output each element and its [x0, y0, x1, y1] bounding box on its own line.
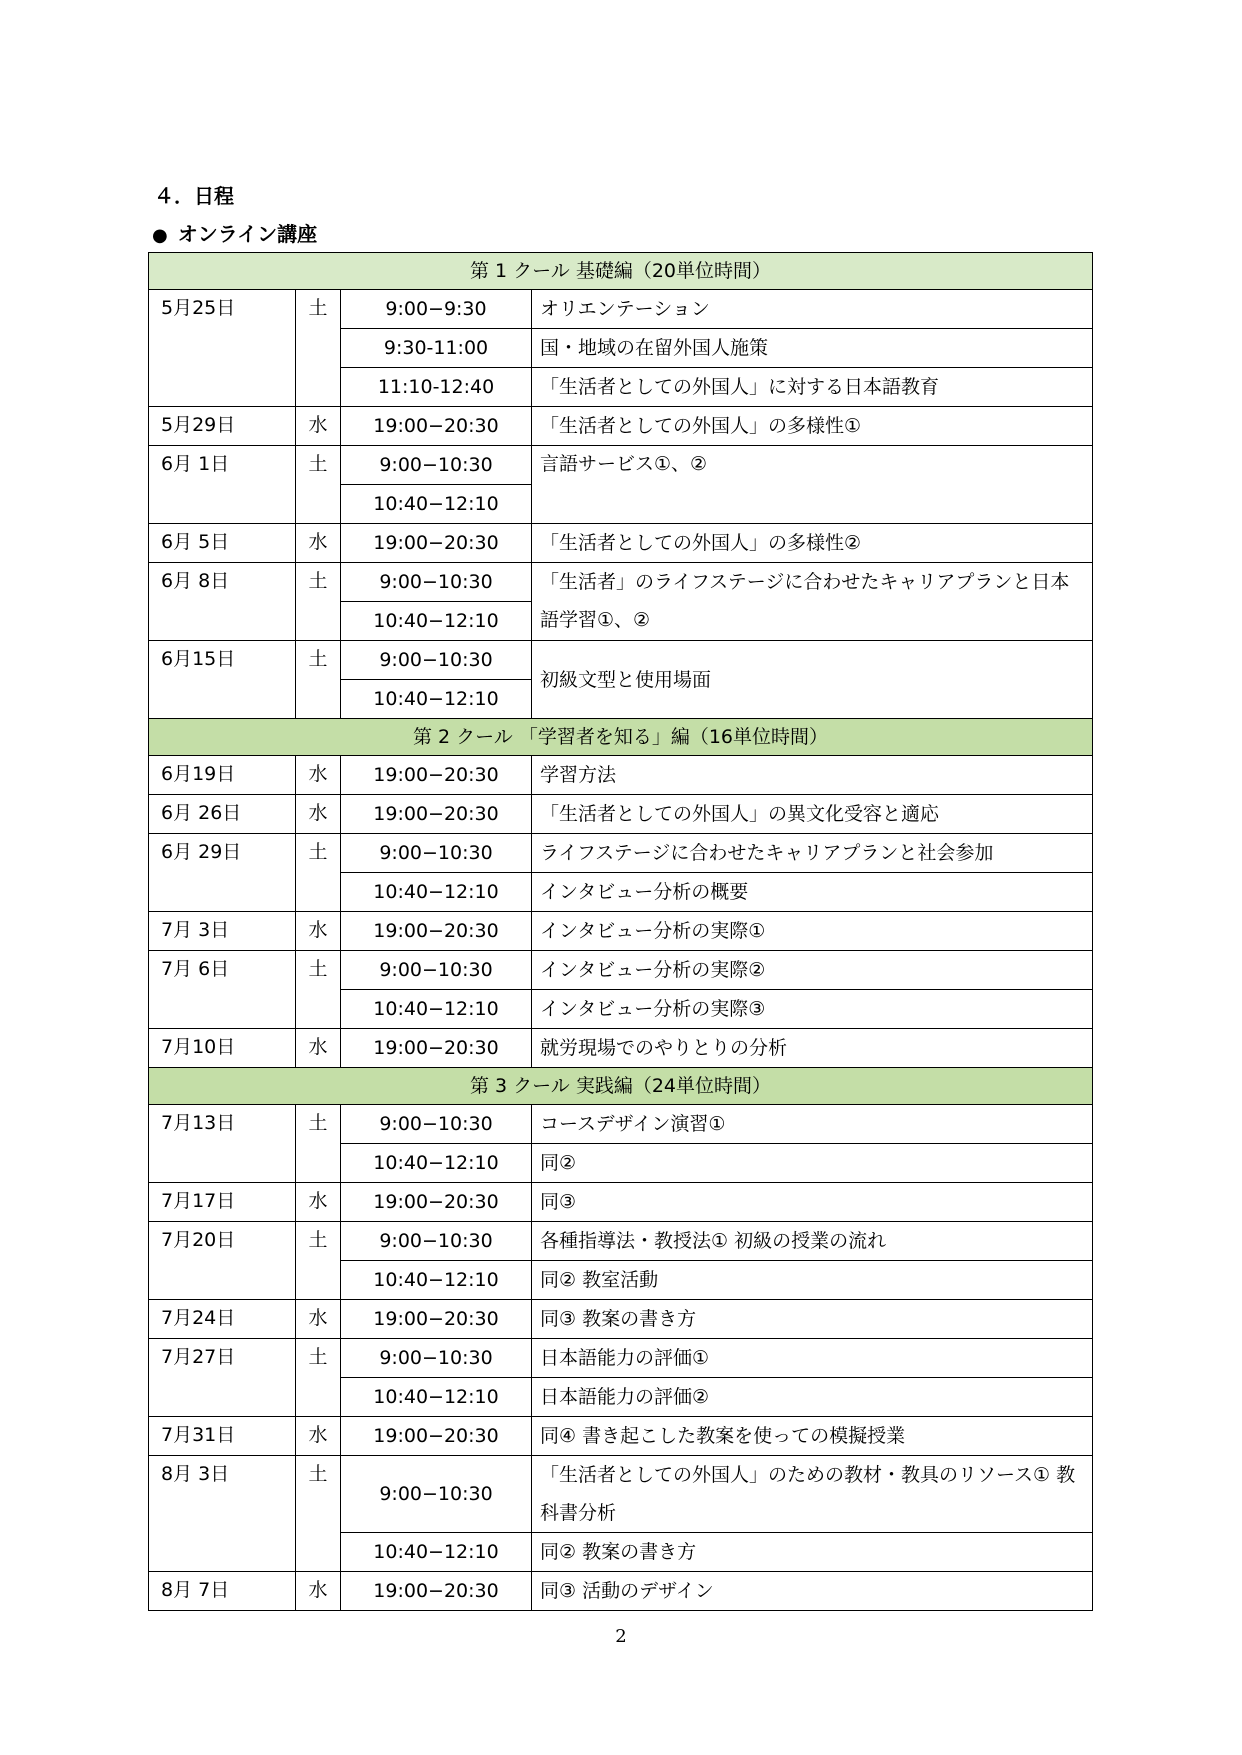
- table-row: [149, 951, 1093, 990]
- time-cell: 10:40−12:10: [341, 1378, 532, 1417]
- topic-cell: 初級文型と使用場面: [532, 641, 1093, 719]
- date-cell: 5月25日: [149, 290, 296, 407]
- table-row: [149, 1417, 1093, 1456]
- time-cell: 19:00−20:30: [341, 407, 532, 446]
- bullet-icon: ●: [152, 225, 168, 246]
- section-heading: ４．日程: [154, 184, 234, 208]
- time-cell: 9:00−10:30: [341, 951, 532, 990]
- table-row: [149, 641, 1093, 680]
- section-title: 第 3 クール 実践編（24単位時間）: [149, 1068, 1093, 1105]
- page-number: 2: [615, 1626, 627, 1647]
- day-cell: 土: [296, 1222, 341, 1300]
- table-row: [149, 524, 1093, 563]
- date-cell: 8月 7日: [149, 1572, 296, 1611]
- topic-cell: 「生活者としての外国人」の多様性①: [532, 407, 1093, 446]
- day-cell: 土: [296, 641, 341, 719]
- day-cell: 土: [296, 446, 341, 524]
- table-row: [149, 1183, 1093, 1222]
- day-cell: 土: [296, 1339, 341, 1417]
- table-row: [149, 563, 1093, 602]
- topic-cell: 各種指導法・教授法① 初級の授業の流れ: [532, 1222, 1093, 1261]
- time-cell: 9:00−10:30: [341, 563, 532, 602]
- topic-cell: 同③: [532, 1183, 1093, 1222]
- date-cell: 6月 29日: [149, 834, 296, 912]
- table-row: [149, 290, 1093, 329]
- day-cell: 水: [296, 1572, 341, 1611]
- topic-cell: 同② 教室活動: [532, 1261, 1093, 1300]
- date-cell: 7月31日: [149, 1417, 296, 1456]
- time-cell: 9:00−10:30: [341, 641, 532, 680]
- day-cell: 水: [296, 795, 341, 834]
- subheading: [152, 218, 317, 247]
- time-cell: 9:00−10:30: [341, 834, 532, 873]
- day-cell: 水: [296, 912, 341, 951]
- table-row: [149, 1572, 1093, 1611]
- topic-cell: インタビュー分析の概要: [532, 873, 1093, 912]
- day-cell: 土: [296, 290, 341, 407]
- time-cell: 9:30-11:00: [341, 329, 532, 368]
- topic-cell: 「生活者としての外国人」の異文化受容と適応: [532, 795, 1093, 834]
- date-cell: 7月 3日: [149, 912, 296, 951]
- day-cell: 水: [296, 1183, 341, 1222]
- time-cell: 19:00−20:30: [341, 912, 532, 951]
- date-cell: 6月 8日: [149, 563, 296, 641]
- day-cell: 土: [296, 1456, 341, 1572]
- section-title: 第 1 クール 基礎編（20単位時間）: [149, 253, 1093, 290]
- table-row: [149, 446, 1093, 485]
- table-row: [149, 1456, 1093, 1533]
- time-cell: 19:00−20:30: [341, 795, 532, 834]
- time-cell: 9:00−10:30: [341, 1339, 532, 1378]
- topic-cell: 就労現場でのやりとりの分析: [532, 1029, 1093, 1068]
- schedule-table: [148, 252, 1093, 1611]
- day-cell: 水: [296, 524, 341, 563]
- time-cell: 10:40−12:10: [341, 1261, 532, 1300]
- time-cell: 19:00−20:30: [341, 1183, 532, 1222]
- time-cell: 10:40−12:10: [341, 680, 532, 719]
- time-cell: 10:40−12:10: [341, 873, 532, 912]
- table-row: [149, 1029, 1093, 1068]
- date-cell: 8月 3日: [149, 1456, 296, 1572]
- time-cell: 19:00−20:30: [341, 1300, 532, 1339]
- date-cell: 7月17日: [149, 1183, 296, 1222]
- day-cell: 水: [296, 1417, 341, 1456]
- topic-cell: インタビュー分析の実際②: [532, 951, 1093, 990]
- topic-cell: 「生活者としての外国人」に対する日本語教育: [532, 368, 1093, 407]
- time-cell: 10:40−12:10: [341, 1533, 532, 1572]
- time-cell: 19:00−20:30: [341, 1029, 532, 1068]
- time-cell: 10:40−12:10: [341, 602, 532, 641]
- table-row: [149, 1339, 1093, 1378]
- topic-cell: 日本語能力の評価②: [532, 1378, 1093, 1417]
- time-cell: 19:00−20:30: [341, 1417, 532, 1456]
- date-cell: 6月19日: [149, 756, 296, 795]
- date-cell: 7月27日: [149, 1339, 296, 1417]
- table-row: [149, 834, 1093, 873]
- table-row: [149, 756, 1093, 795]
- topic-cell: 言語サービス①、②: [532, 446, 1093, 524]
- day-cell: 水: [296, 407, 341, 446]
- topic-cell: コースデザイン演習①: [532, 1105, 1093, 1144]
- date-cell: 7月24日: [149, 1300, 296, 1339]
- time-cell: 19:00−20:30: [341, 756, 532, 795]
- day-cell: 水: [296, 1300, 341, 1339]
- table-row: [149, 912, 1093, 951]
- date-cell: 7月20日: [149, 1222, 296, 1300]
- section-row-1: [149, 253, 1093, 290]
- topic-cell: 日本語能力の評価①: [532, 1339, 1093, 1378]
- day-cell: 水: [296, 1029, 341, 1068]
- section-title: 第 2 クール 「学習者を知る」編（16単位時間）: [149, 719, 1093, 756]
- topic-cell: 同③ 活動のデザイン: [532, 1572, 1093, 1611]
- topic-cell: 同③ 教案の書き方: [532, 1300, 1093, 1339]
- table-row: [149, 1222, 1093, 1261]
- topic-cell: 「生活者としての外国人」の多様性②: [532, 524, 1093, 563]
- subheading-label: オンライン講座: [177, 222, 318, 246]
- time-cell: 10:40−12:10: [341, 1144, 532, 1183]
- day-cell: 土: [296, 951, 341, 1029]
- day-cell: 土: [296, 563, 341, 641]
- date-cell: 6月 5日: [149, 524, 296, 563]
- topic-cell: 同② 教案の書き方: [532, 1533, 1093, 1572]
- time-cell: 9:00−10:30: [341, 1456, 532, 1533]
- date-cell: 7月10日: [149, 1029, 296, 1068]
- topic-cell: 「生活者としての外国人」のための教材・教具のリソース① 教科書分析: [532, 1456, 1093, 1533]
- day-cell: 土: [296, 1105, 341, 1183]
- date-cell: 6月 26日: [149, 795, 296, 834]
- date-cell: 6月15日: [149, 641, 296, 719]
- topic-cell: インタビュー分析の実際③: [532, 990, 1093, 1029]
- time-cell: 9:00−10:30: [341, 1105, 532, 1144]
- topic-cell: 国・地域の在留外国人施策: [532, 329, 1093, 368]
- time-cell: 19:00−20:30: [341, 524, 532, 563]
- time-cell: 11:10-12:40: [341, 368, 532, 407]
- time-cell: 9:00−10:30: [341, 446, 532, 485]
- topic-cell: 学習方法: [532, 756, 1093, 795]
- date-cell: 7月 6日: [149, 951, 296, 1029]
- time-cell: 9:00−9:30: [341, 290, 532, 329]
- topic-cell: オリエンテーション: [532, 290, 1093, 329]
- day-cell: 水: [296, 756, 341, 795]
- table-row: [149, 795, 1093, 834]
- section-row-3: [149, 1068, 1093, 1105]
- time-cell: 19:00−20:30: [341, 1572, 532, 1611]
- table-row: [149, 407, 1093, 446]
- time-cell: 9:00−10:30: [341, 1222, 532, 1261]
- table-row: [149, 1105, 1093, 1144]
- section-row-2: [149, 719, 1093, 756]
- time-cell: 10:40−12:10: [341, 990, 532, 1029]
- day-cell: 土: [296, 834, 341, 912]
- topic-cell: インタビュー分析の実際①: [532, 912, 1093, 951]
- time-cell: 10:40−12:10: [341, 485, 532, 524]
- topic-cell: ライフステージに合わせたキャリアプランと社会参加: [532, 834, 1093, 873]
- date-cell: 5月29日: [149, 407, 296, 446]
- topic-cell: 同④ 書き起こした教案を使っての模擬授業: [532, 1417, 1093, 1456]
- topic-cell: 同②: [532, 1144, 1093, 1183]
- table-row: [149, 1300, 1093, 1339]
- date-cell: 6月 1日: [149, 446, 296, 524]
- date-cell: 7月13日: [149, 1105, 296, 1183]
- topic-cell: 「生活者」のライフステージに合わせたキャリアプランと日本語学習①、②: [532, 563, 1093, 641]
